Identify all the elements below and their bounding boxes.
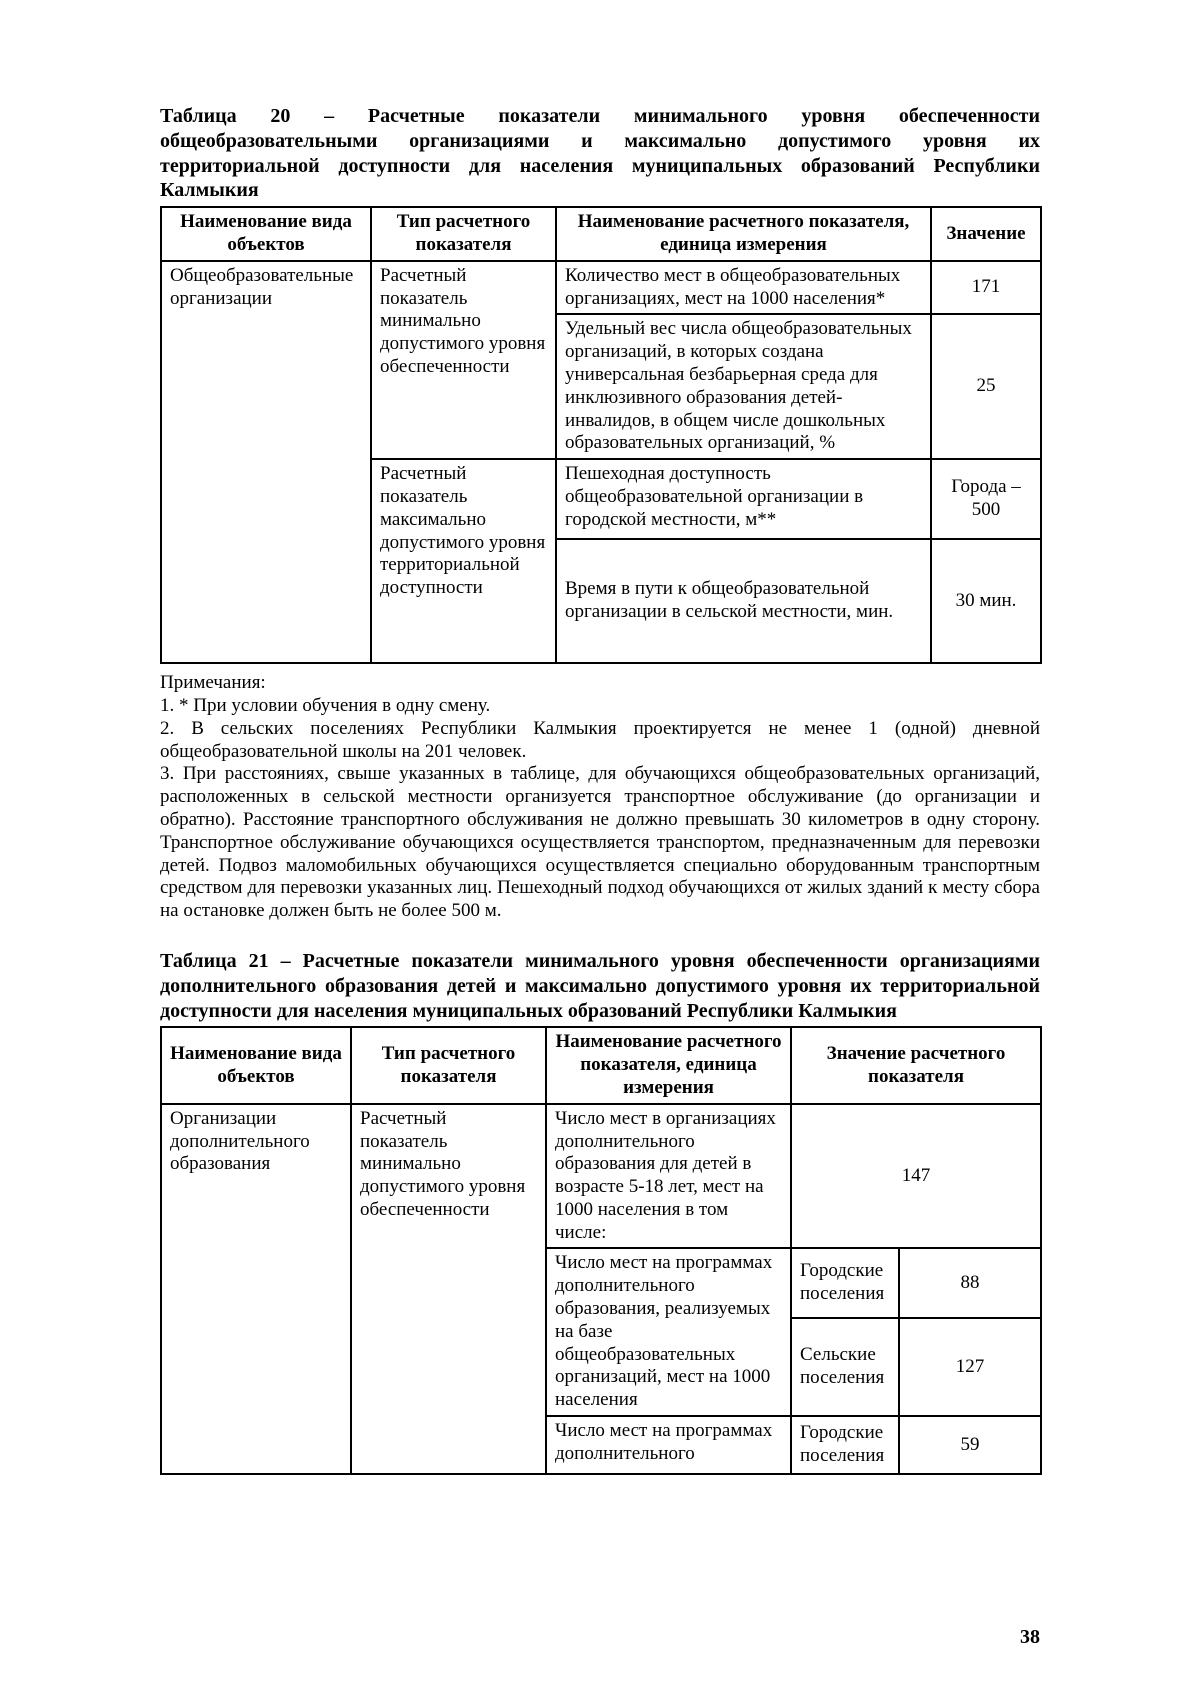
table21-header-type: Тип расчетного показателя	[351, 1027, 546, 1103]
table21-row2b-settlement: Сельские поселения	[791, 1318, 899, 1416]
notes-title: Примечания:	[160, 672, 266, 694]
table20-row2-indicator: Удельный вес числа общеобразовательных организаций, в которых создана универсальная безбарьерная среда для инклюзивного образования детей-инвалидов, в общем числе дошкольных образовательных организаций, %	[556, 314, 931, 459]
table21-object-cell: Организации дополнительного образования	[161, 1104, 351, 1474]
table20-caption: Таблица 20 – Расчетные показатели минимального уровня обеспеченности общеобразовательными организациями и максимально допустимого уровня их территориальной доступности для населения муниципальных образований Республики Калмыкия	[160, 105, 1040, 202]
table21-row2b-value: 127	[899, 1318, 1041, 1416]
table20-row4-indicator: Время в пути к общеобразовательной организации в сельской местности, мин.	[556, 539, 931, 663]
note-1: 1. * При условии обучения в одну смену.	[160, 694, 491, 716]
table21-row2-indicator: Число мест на программах дополнительного образования, реализуемых на базе общеобразовательных организаций, мест на 1000 населения	[546, 1248, 791, 1416]
table21-header-indicator: Наименование расчетного показателя, единица измерения	[546, 1027, 791, 1103]
table20-header-value: Значение	[931, 207, 1041, 261]
table20-type-max-cell: Расчетный показатель максимально допустимого уровня территориальной доступности	[371, 459, 556, 663]
table20-header-type: Тип расчетного показателя	[371, 207, 556, 261]
spacer	[160, 923, 1040, 949]
note-3: 3. При расстояниях, свыше указанных в таблице, для обучающихся общеобразовательных организаций, расположенных в сельской местности организуется транспортное обслуживание (до организации и обратно). Расстояние транспортного обслуживания не должно превышать 30 километров в одну сторону. Транспортное обслуживание обучающихся осуществляется транспортом, предназначенным для перевозки детей. Подвоз маломобильных обучающихся осуществляется специально оборудованным транспортным средством для перевозки указанных лиц. Пешеходный подход обучающихся от жилых зданий к месту сбора на остановке должен быть не более 500 м.	[160, 763, 1040, 922]
table20-row-1	[161, 261, 1041, 315]
table20-header-object: Наименование вида объектов	[161, 207, 371, 261]
table20-row4-value: 30 мин.	[931, 539, 1041, 663]
table21-row-1	[161, 1104, 1041, 1249]
table21-header-row	[161, 1027, 1041, 1103]
table20-header-row	[161, 207, 1041, 261]
table21-row3-settlement: Городские поселения	[791, 1416, 899, 1474]
note-2: 2. В сельских поселениях Республики Калмыкия проектируется не менее 1 (одной) дневной общеобразовательной школы на 201 человек.	[160, 717, 1040, 762]
table20-row1-indicator: Количество мест в общеобразовательных организациях, мест на 1000 населения*	[556, 261, 931, 315]
table21-row1-value: 147	[791, 1104, 1041, 1249]
table21-type-cell: Расчетный показатель минимально допустимого уровня обеспеченности	[351, 1104, 546, 1474]
notes-section	[160, 672, 1040, 923]
table21-row1-indicator: Число мест в организациях дополнительного образования для детей в возрасте 5-18 лет, мест на 1000 населения в том числе:	[546, 1104, 791, 1249]
table21-header-value: Значение расчетного показателя	[791, 1027, 1041, 1103]
table20	[160, 206, 1042, 664]
table20-row2-value: 25	[931, 314, 1041, 459]
table21-header-object: Наименование вида объектов	[161, 1027, 351, 1103]
table21-row3-indicator: Число мест на программах дополнительного	[546, 1416, 791, 1474]
table20-object-cell: Общеобразовательные организации	[161, 261, 371, 663]
table21-row3-value: 59	[899, 1416, 1041, 1474]
table20-row3-value: Города – 500	[931, 459, 1041, 539]
table21-caption: Таблица 21 – Расчетные показатели минимального уровня обеспеченности организациями дополнительного образования детей и максимально допустимого уровня их территориальной доступности для населения муниципальных образований Республики Калмыкия	[160, 949, 1040, 1022]
table21-row2a-value: 88	[899, 1248, 1041, 1317]
page-number: 38	[1020, 1626, 1040, 1648]
table20-row3-indicator: Пешеходная доступность общеобразовательной организации в городской местности, м**	[556, 459, 931, 539]
table21	[160, 1026, 1042, 1475]
table20-row1-value: 171	[931, 261, 1041, 315]
table21-row2a-settlement: Городские поселения	[791, 1248, 899, 1317]
table20-type-min-cell: Расчетный показатель минимально допустимого уровня обеспеченности	[371, 261, 556, 459]
table20-header-indicator: Наименование расчетного показателя, единица измерения	[556, 207, 931, 261]
